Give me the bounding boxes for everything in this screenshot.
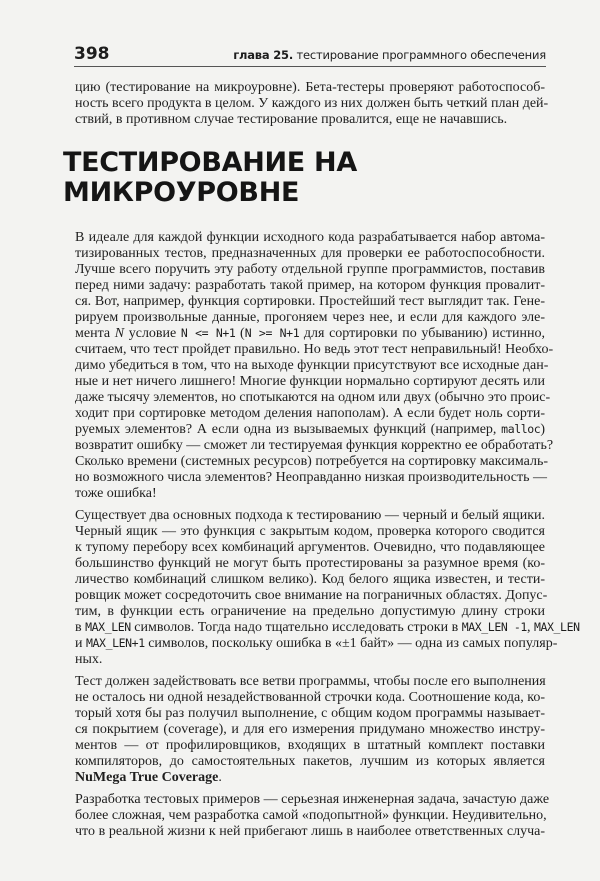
text-line: [75, 96, 549, 112]
paragraph: [75, 508, 580, 668]
text-run: считаем, что тест пройдет правильно. Но ведь этот тест неправильный! Необхо-: [75, 342, 554, 357]
text-run: В идеале для каждой функции исходного кода разрабатывается набор автома-: [75, 230, 545, 245]
text-run: ходит при сортировке методом деления напополам). А если будет ноль сорти-: [75, 406, 545, 421]
text-line: [75, 294, 545, 310]
text-line: [75, 674, 545, 690]
inline-code: MAX_LEN -1: [461, 620, 527, 634]
text-run: возвратит ошибку — сможет ли тестируемая функция корректно ее обработать?: [75, 438, 554, 453]
inline-code: N >= N+1: [244, 326, 300, 340]
text-line: [75, 652, 545, 668]
chapter-label: глава 25.: [233, 48, 293, 62]
text-line: [75, 454, 549, 470]
text-run: условие: [124, 326, 181, 341]
text-line: [75, 374, 545, 390]
text-line: [75, 406, 545, 422]
text-run: тизированных тестов, предназначенных для проверки ее работоспособности.: [75, 246, 545, 261]
text-run: ровщик может сосредоточить свое внимание на пограничных областях. Допус-: [75, 588, 548, 603]
text-line: [75, 572, 545, 588]
text-line: [75, 326, 545, 342]
text-run: и: [75, 636, 86, 651]
text-run: компиляторов, до самостоятельных пакетов, лучшим из которых является: [75, 754, 545, 769]
text-run: символов, поскольку ошибка в «±1 байт» — одна из самых популяр-: [144, 636, 558, 651]
text-line: [75, 636, 558, 652]
intro-paragraph: [75, 80, 549, 128]
section-heading: ТЕСТИРОВАНИЕ НА МИКРОУРОВНЕ: [63, 147, 357, 208]
text-run: не осталось ни одной незадействованной строчки кода. Соотношение кода, ко-: [75, 690, 545, 705]
text-line: [75, 390, 551, 406]
text-run: (: [235, 326, 245, 341]
chapter-title: [233, 48, 546, 62]
text-run: ся. Вот, например, функция сортировки. Простейший тест выглядит так. Гене-: [75, 294, 545, 309]
text-line: [75, 824, 545, 840]
text-line: [75, 808, 545, 824]
text-line: [75, 690, 545, 706]
text-run: руемых элементов? А если одна из вызываемых функций (например,: [75, 422, 502, 437]
inline-code: MAX_LEN: [533, 620, 580, 634]
text-run: ность всего продукта в целом. У каждого из них должен быть четкий план дей-: [75, 96, 549, 111]
text-line: [75, 438, 554, 454]
text-run: для сортировки по убыванию) истинно,: [299, 326, 545, 341]
text-line: [75, 342, 554, 358]
text-run: тим, в функции есть ограничение на предельно допустимую длину строки: [75, 604, 545, 619]
text-line: [75, 230, 545, 246]
text-line: [75, 112, 545, 128]
text-run: N: [114, 326, 125, 341]
text-run: личество комбинаций слишком велико). Код белого ящика известен, и тести-: [75, 572, 545, 587]
text-line: [75, 310, 545, 326]
text-run: символов. Тогда надо тщательно исследовать строки в: [130, 620, 462, 635]
text-line: [75, 80, 545, 96]
text-run: Лучше всего поручить эту работу отдельной группе программистов, поставив: [75, 262, 545, 277]
text-line: [75, 588, 548, 604]
text-line: [75, 604, 545, 620]
text-run: что в реальной жизни к ней прибегают лишь в наиболее ответственных случа-: [75, 824, 545, 839]
text-line: [75, 770, 545, 786]
text-run: тоже ошибка!: [75, 486, 157, 501]
text-run: ных.: [75, 652, 103, 667]
text-line: [75, 358, 549, 374]
text-run: Тест должен задействовать все ветви программы, чтобы после его выполнения: [75, 674, 546, 689]
text-line: [75, 508, 545, 524]
text-run: ные и нет ничего лишнего! Многие функции нормально сортируют десять или: [75, 374, 545, 389]
inline-code: N <= N+1: [180, 326, 236, 340]
inline-code: malloc: [501, 422, 541, 436]
chapter-name: тестирование программного обеспечения: [293, 48, 546, 62]
text-line: [75, 486, 545, 502]
text-line: [75, 278, 545, 294]
text-run: Сколько времени (системных ресурсов) потребуется на сортировку максималь-: [75, 454, 549, 469]
text-line: [75, 754, 545, 770]
text-run: .: [218, 770, 222, 785]
bold-term: NuMega True Coverage: [75, 770, 219, 785]
text-line: [75, 422, 545, 438]
text-run: торый хотя бы раз получил выполнение, с общим кодом программы называет-: [75, 706, 545, 721]
text-line: [75, 262, 545, 278]
text-run: даже тысячу элементов, но спотыкаются на одном или двух (обычно это проис-: [75, 390, 551, 405]
text-run: цию (тестирование на микроуровне). Бета-тестеры проверяют работоспособ-: [75, 80, 545, 95]
text-run: Разработка тестовых примеров — серьезная инженерная задача, зачастую даже: [75, 792, 550, 807]
text-run: в: [75, 620, 86, 635]
text-run: ствий, в противном случае тестирование провалится, еще не начавшись.: [75, 112, 508, 127]
page-number: 398: [74, 44, 110, 64]
paragraph: [75, 230, 554, 502]
text-line: [75, 470, 548, 486]
text-line: [75, 556, 545, 572]
text-run: Черный ящик — это функция с закрытым кодом, проверка которого сводится: [75, 524, 545, 539]
text-run: ся покрытием (coverage), и для его измерения придумано множество инстру-: [75, 722, 545, 737]
text-line: [75, 540, 545, 556]
text-run: ментов — от профилировщиков, входящих в штатный комплект поставки: [75, 738, 545, 753]
text-run: к тупому перебору всех комбинаций аргументов. Очевидно, что подавляющее: [75, 540, 545, 555]
text-line: [75, 620, 580, 636]
text-run: ): [540, 422, 545, 437]
text-run: мента: [75, 326, 115, 341]
inline-code: MAX_LEN: [85, 620, 131, 634]
text-run: большинство функций не могут быть протестированы за разумное время (ко-: [75, 556, 545, 571]
text-line: [75, 738, 545, 754]
text-line: [75, 792, 550, 808]
text-line: [75, 524, 545, 540]
text-run: Существует два основных подхода к тестированию — черный и белый ящики.: [75, 508, 545, 523]
text-run: ,: [526, 620, 534, 635]
paragraph: [75, 792, 550, 840]
text-line: [75, 706, 545, 722]
inline-code: MAX_LEN+1: [86, 636, 145, 650]
text-line: [75, 722, 545, 738]
running-header: [74, 44, 546, 67]
page-body: [63, 80, 580, 846]
text-run: но возможного числа элементов? Неоправданно низкая производительность —: [75, 470, 548, 485]
text-run: более сложная, чем разработка самой «подопытной» функции. Неудивительно,: [75, 808, 547, 823]
text-run: перед ними задачу: разработать такой пример, на котором функция провалит-: [75, 278, 545, 293]
text-line: [75, 246, 545, 262]
text-run: рируем произвольные данные, прогоняем через нее, и если для каждого эле-: [75, 310, 545, 325]
text-run: димо убедиться в том, что на выходе функции присутствуют все исходные дан-: [75, 358, 549, 373]
paragraph: [75, 674, 545, 786]
